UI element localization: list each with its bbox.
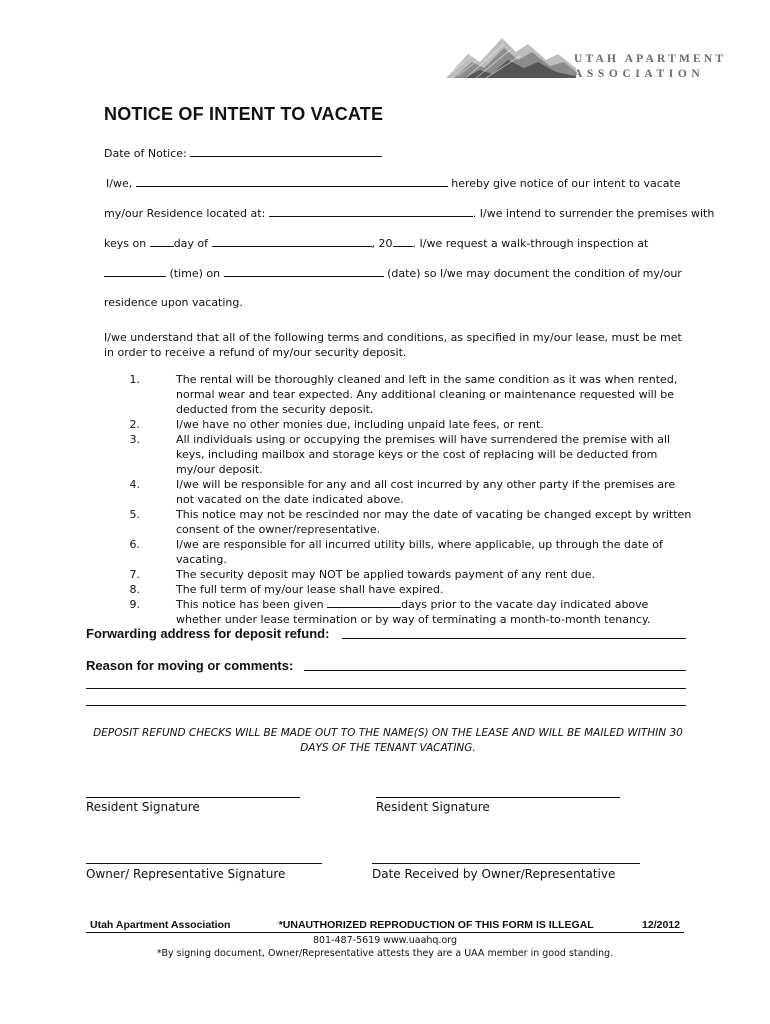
residence-row xyxy=(104,206,714,220)
term-9-text-b: days prior to the vacate day indicated above whether under lease termination or by way of terminating a month-to-month tenancy. xyxy=(176,598,651,626)
date-received-label: Date Received by Owner/Representative xyxy=(372,867,616,881)
walkthrough-text: . I/we request a walk-through inspection at xyxy=(412,237,649,250)
term-item xyxy=(104,567,694,582)
term-text: All individuals using or occupying the premises will have surrendered the premise with all keys, including mailbox and storage keys or the cost of replacing will be deducted from my/our deposit. xyxy=(176,433,671,476)
term-number: 8. xyxy=(129,583,140,596)
keys-on-label: keys on xyxy=(104,237,147,250)
term-text: The security deposit may NOT be applied towards payment of any rent due. xyxy=(176,568,595,581)
term-item xyxy=(104,507,694,537)
term-number: 1. xyxy=(129,373,140,386)
date-of-notice-label: Date of Notice: xyxy=(104,147,187,160)
footer-bar xyxy=(86,919,684,933)
keys-row xyxy=(104,236,648,250)
terms-list xyxy=(104,372,694,627)
date-of-notice-row xyxy=(104,146,382,160)
tenant-name-row xyxy=(106,176,681,190)
comments-line-3[interactable] xyxy=(86,705,686,706)
year-prefix: , 20 xyxy=(371,237,393,250)
term-item xyxy=(104,537,694,567)
resident-signature-1-line[interactable] xyxy=(86,797,300,798)
date-received-line[interactable] xyxy=(372,863,640,864)
owner-signature-label: Owner/ Representative Signature xyxy=(86,867,286,881)
residence-address-field[interactable] xyxy=(269,206,473,217)
term-text: This notice may not be rescinded nor may the date of vacating be changed except by written consent of the owner/representative. xyxy=(176,508,692,536)
term-item xyxy=(104,432,694,477)
term-text: The rental will be thoroughly cleaned and left in the same condition as it was when rented, normal wear and tear expected. Any additional cleaning or maintenance requested will be deducted from the security deposit. xyxy=(176,373,678,416)
surrender-text: . I/we intend to surrender the premises with xyxy=(472,207,715,220)
reason-field[interactable] xyxy=(304,670,686,671)
term-text: I/we are responsible for all incurred utility bills, where applicable, up through the date of vacating. xyxy=(176,538,663,566)
date-of-notice-field[interactable] xyxy=(190,146,382,157)
mountain-logo-icon xyxy=(446,34,576,80)
footer-contact: 801-487-5619 www.uaahq.org xyxy=(312,935,458,946)
year-field[interactable] xyxy=(393,236,413,247)
refund-notice: DEPOSIT REFUND CHECKS WILL BE MADE OUT TO THE NAME(S) ON THE LEASE AND WILL BE MAILED WITHIN 30 DAYS OF THE TENANT VACATING. xyxy=(93,727,683,754)
term-number: 6. xyxy=(129,538,140,551)
terms-intro: I/we understand that all of the following terms and conditions, as specified in my/our lease, must be met in order to receive a refund of my/our security deposit. xyxy=(104,331,682,359)
resident-signature-2-line[interactable] xyxy=(376,797,620,798)
term-text: The full term of my/our lease shall have expired. xyxy=(176,583,444,596)
forwarding-address-label: Forwarding address for deposit refund: xyxy=(86,626,330,641)
term-item xyxy=(104,582,694,597)
inspection-date-field[interactable] xyxy=(224,266,384,277)
footer-org: Utah Apartment Association xyxy=(90,919,231,931)
term-number: 5. xyxy=(129,508,140,521)
date-document-text: (date) so I/we may document the condition of my/our xyxy=(387,267,682,280)
comments-line-2[interactable] xyxy=(86,688,686,689)
term-number: 3. xyxy=(129,433,140,446)
footer-warning: *UNAUTHORIZED REPRODUCTION OF THIS FORM IS ILLEGAL xyxy=(278,919,594,931)
resident-signature-1-label: Resident Signature xyxy=(86,800,200,814)
term-number: 4. xyxy=(129,478,140,491)
footer-attestation: *By signing document, Owner/Representative attests they are a UAA member in good standing. xyxy=(156,948,614,959)
term-number: 9. xyxy=(129,598,140,611)
term-item xyxy=(104,372,694,417)
tenant-label: I/we, xyxy=(106,177,133,190)
time-on-label: (time) on xyxy=(169,267,221,280)
forwarding-address-field[interactable] xyxy=(342,638,686,639)
uaa-logo xyxy=(446,34,727,84)
residence-vacating-row: residence upon vacating. xyxy=(104,296,243,309)
tenant-name-field[interactable] xyxy=(136,176,448,187)
intent-text: hereby give notice of our intent to vacate xyxy=(451,177,681,190)
term-text: I/we will be responsible for any and all cost incurred by any other party if the premises are not vacated on the date indicated above. xyxy=(176,478,676,506)
term-number: 2. xyxy=(129,418,140,431)
reason-label: Reason for moving or comments: xyxy=(86,658,294,673)
day-of-label: day of xyxy=(173,237,209,250)
term-item xyxy=(104,417,694,432)
days-prior-field[interactable] xyxy=(327,597,401,608)
term-9-text-a: This notice has been given xyxy=(176,598,324,611)
term-text: I/we have no other monies due, including unpaid late fees, or rent. xyxy=(176,418,544,431)
footer-date: 12/2012 xyxy=(642,919,680,931)
logo-line-1: UTAH APARTMENT xyxy=(574,53,727,65)
resident-signature-2-label: Resident Signature xyxy=(376,800,490,814)
residence-label: my/our Residence located at: xyxy=(104,207,266,220)
term-item xyxy=(104,477,694,507)
month-field[interactable] xyxy=(212,236,372,247)
inspection-row xyxy=(104,266,682,280)
form-title: NOTICE OF INTENT TO VACATE xyxy=(104,104,384,124)
term-number: 7. xyxy=(129,568,140,581)
time-field[interactable] xyxy=(104,266,166,277)
day-field[interactable] xyxy=(150,236,174,247)
owner-signature-line[interactable] xyxy=(86,863,322,864)
term-item-9 xyxy=(104,597,694,627)
logo-line-2: ASSOCIATION xyxy=(574,68,705,80)
